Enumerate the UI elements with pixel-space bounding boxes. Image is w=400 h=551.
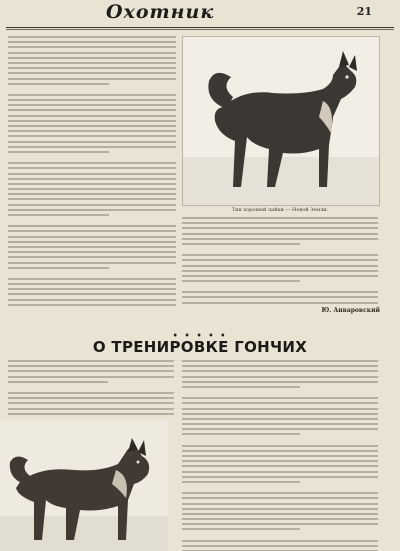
text-line bbox=[8, 376, 174, 378]
text-line bbox=[182, 270, 378, 272]
text-line bbox=[8, 365, 174, 367]
page-number: 21 bbox=[356, 5, 372, 18]
text-line bbox=[8, 125, 176, 127]
masthead-rule bbox=[6, 27, 394, 28]
text-line bbox=[8, 173, 176, 175]
masthead bbox=[0, 0, 400, 28]
text-line bbox=[182, 365, 378, 367]
text-line bbox=[8, 36, 176, 38]
text-line bbox=[182, 302, 378, 304]
text-line bbox=[182, 254, 378, 256]
section-divider: • • • • • bbox=[172, 330, 228, 340]
article-top-right-column bbox=[182, 217, 378, 305]
text-line bbox=[182, 445, 378, 447]
article-heading: О ТРЕНИРОВКЕ ГОНЧИХ bbox=[92, 338, 308, 356]
text-line bbox=[8, 251, 176, 253]
text-line bbox=[182, 428, 378, 430]
text-line bbox=[182, 386, 300, 388]
text-line bbox=[8, 236, 176, 238]
text-line bbox=[8, 246, 176, 248]
text-line bbox=[182, 450, 378, 452]
text-line bbox=[8, 413, 174, 415]
text-line bbox=[8, 130, 176, 132]
text-line bbox=[182, 413, 378, 415]
text-line bbox=[182, 503, 378, 505]
text-line bbox=[8, 99, 176, 101]
text-line bbox=[182, 280, 300, 282]
text-line bbox=[182, 238, 378, 240]
hound-illustration-icon bbox=[0, 420, 168, 551]
text-line bbox=[8, 167, 176, 169]
text-line bbox=[8, 78, 176, 80]
text-line bbox=[182, 465, 378, 467]
photo-caption: Тип хорошей лайки — Новой Земли. bbox=[231, 207, 329, 213]
text-line bbox=[8, 146, 176, 148]
text-line bbox=[8, 392, 174, 394]
text-line bbox=[182, 402, 378, 404]
text-line bbox=[8, 402, 174, 404]
text-line bbox=[182, 291, 378, 293]
text-line bbox=[8, 109, 176, 111]
text-line bbox=[182, 233, 378, 235]
text-line bbox=[8, 209, 176, 211]
text-line bbox=[8, 162, 176, 164]
text-line bbox=[182, 296, 378, 298]
text-line bbox=[182, 370, 378, 372]
text-line bbox=[182, 217, 378, 219]
text-line bbox=[182, 397, 378, 399]
text-line bbox=[8, 83, 109, 85]
text-line bbox=[8, 278, 176, 280]
text-line bbox=[8, 241, 176, 243]
text-line bbox=[182, 418, 378, 420]
text-line bbox=[182, 381, 378, 383]
article-bottom-right-column bbox=[182, 360, 378, 551]
text-line bbox=[182, 222, 378, 224]
text-line bbox=[182, 476, 378, 478]
text-line bbox=[8, 120, 176, 122]
text-line bbox=[182, 259, 378, 261]
text-line bbox=[182, 227, 378, 229]
magazine-title: Охотник bbox=[106, 1, 215, 23]
text-line bbox=[182, 360, 378, 362]
text-line bbox=[8, 225, 176, 227]
text-line bbox=[8, 72, 176, 74]
text-line bbox=[8, 193, 176, 195]
text-line bbox=[182, 513, 378, 515]
text-line bbox=[8, 293, 176, 295]
text-line bbox=[8, 299, 176, 301]
text-line bbox=[8, 283, 176, 285]
text-line bbox=[8, 288, 176, 290]
text-line bbox=[182, 433, 300, 435]
text-line bbox=[8, 57, 176, 59]
text-line bbox=[182, 540, 378, 542]
text-line bbox=[8, 104, 176, 106]
text-line bbox=[8, 67, 176, 69]
text-line bbox=[8, 151, 109, 153]
text-line bbox=[182, 492, 378, 494]
text-line bbox=[182, 265, 378, 267]
article-top-left-column bbox=[8, 36, 176, 306]
text-line bbox=[8, 256, 176, 258]
masthead-rule-secondary bbox=[6, 29, 394, 30]
text-line bbox=[8, 304, 176, 306]
text-line bbox=[8, 141, 176, 143]
article-bottom-left-column bbox=[8, 360, 174, 418]
text-line bbox=[8, 188, 176, 190]
text-line bbox=[8, 397, 174, 399]
text-line bbox=[8, 267, 109, 269]
text-line bbox=[182, 471, 378, 473]
text-line bbox=[8, 198, 176, 200]
text-line bbox=[8, 262, 176, 264]
text-line bbox=[182, 481, 300, 483]
photo-hound-dog bbox=[0, 420, 168, 551]
text-line bbox=[8, 204, 176, 206]
text-line bbox=[8, 115, 176, 117]
text-line bbox=[8, 381, 108, 383]
text-line bbox=[8, 408, 174, 410]
text-line bbox=[8, 41, 176, 43]
text-line bbox=[182, 528, 300, 530]
text-line bbox=[182, 497, 378, 499]
text-line bbox=[182, 545, 378, 547]
text-line bbox=[182, 523, 378, 525]
text-line bbox=[8, 135, 176, 137]
text-line bbox=[8, 214, 109, 216]
text-line bbox=[182, 455, 378, 457]
text-line bbox=[8, 94, 176, 96]
text-line bbox=[8, 360, 174, 362]
text-line bbox=[8, 230, 176, 232]
photo-laika-dog bbox=[182, 36, 380, 206]
text-line bbox=[8, 62, 176, 64]
text-line bbox=[182, 423, 378, 425]
text-line bbox=[182, 376, 378, 378]
text-line bbox=[8, 370, 174, 372]
text-line bbox=[182, 508, 378, 510]
text-line bbox=[8, 46, 176, 48]
article-author: Ю. Анваровский bbox=[321, 307, 380, 314]
text-line bbox=[182, 460, 378, 462]
text-line bbox=[8, 183, 176, 185]
text-line bbox=[182, 275, 378, 277]
text-line bbox=[8, 52, 176, 54]
text-line bbox=[182, 408, 378, 410]
text-line bbox=[182, 243, 300, 245]
dog-illustration-icon bbox=[183, 37, 379, 205]
text-line bbox=[182, 518, 378, 520]
text-line bbox=[8, 178, 176, 180]
